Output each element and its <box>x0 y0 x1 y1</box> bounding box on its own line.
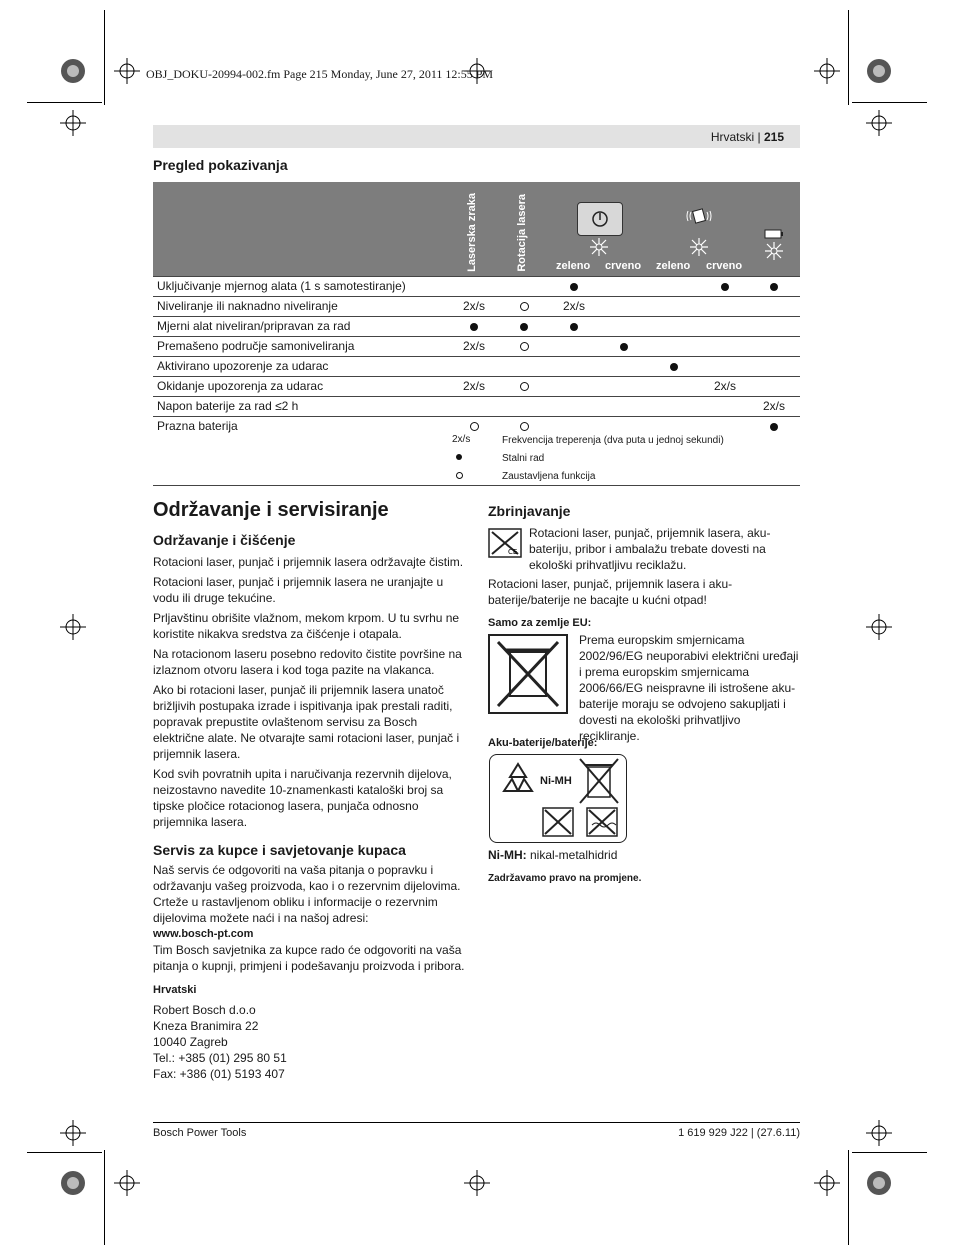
table-row: Napon baterije za rad ≤2 h 2x/s <box>153 396 800 416</box>
nimh-label: Ni-MH <box>540 775 572 787</box>
care-paragraph: Ako bi rotacioni laser, punjač ili prijemnik lasera unatoč brižljivih postupaka izrade i ispitivanja ipak prestali raditi, popravak prepustite ovlaštenom servisu za Bosch električne alate. Ne otvarajte sami rotacioni laser, punjač i prijemnik lasera. <box>153 683 460 761</box>
off-icon <box>520 302 529 311</box>
legend-symbol <box>452 470 463 481</box>
file-info: OBJ_DOKU-20994-002.fm Page 215 Monday, June 27, 2011 12:55 PM <box>146 67 494 81</box>
off-icon <box>456 472 463 479</box>
battery-icon <box>764 229 784 239</box>
address-line: Kneza Branimira 22 <box>153 1019 259 1033</box>
steady-on-icon <box>670 363 678 371</box>
crop-mark <box>848 10 849 105</box>
header-separator: | <box>757 130 761 144</box>
steady-on-icon <box>721 283 729 291</box>
table-title: Pregled pokazivanja <box>153 157 288 173</box>
row-label: Prazna baterija <box>157 419 238 433</box>
blink-light-icon <box>763 240 785 262</box>
row-label: Okidanje upozorenja za udarac <box>157 379 324 393</box>
crop-mark <box>848 1150 849 1245</box>
table-row: Niveliranje ili naknadno niveliranje 2x/s 2x/s <box>153 296 800 316</box>
table-row: Premašeno područje samoniveliranja 2x/s <box>153 336 800 356</box>
svg-text:CE: CE <box>508 548 518 556</box>
disposal-text: Rotacioni laser, punjač, prijemnik lasera, aku-bateriju, pribor i ambalažu trebate dovesti na ekološki prihvatljivu reciklažu. <box>529 526 771 572</box>
col-green-1: zeleno <box>556 260 591 272</box>
legend-text: Zaustavljena funkcija <box>502 471 596 482</box>
crosshair-icon <box>866 614 892 640</box>
address-line: Fax: +386 (01) 5193 407 <box>153 1067 285 1081</box>
col-red-1: crveno <box>605 260 642 272</box>
col-laser-beam: Laserska zraka <box>466 193 478 272</box>
table-bottom-rule <box>153 485 800 486</box>
crossed-bin-icon <box>576 757 622 805</box>
crosshair-icon <box>114 1170 140 1196</box>
page-header <box>711 130 784 144</box>
crosshair-icon <box>60 614 86 640</box>
blink-light-icon <box>588 236 610 258</box>
website-link[interactable]: www.bosch-pt.com <box>153 928 254 940</box>
care-paragraph: Rotacioni laser, punjač i prijemnik lasera ne uranjajte u vodu ili druge tekućine. <box>153 575 444 605</box>
col-green-2: zeleno <box>656 260 691 272</box>
crop-mark <box>104 1150 105 1245</box>
shock-warning-icon <box>685 208 713 224</box>
off-icon <box>520 422 529 431</box>
nimh-definition <box>488 847 800 863</box>
registration-target-icon <box>866 58 892 84</box>
crosshair-icon <box>814 1170 840 1196</box>
legend-text: Stalni rad <box>502 453 545 464</box>
col-red-2: crveno <box>706 260 743 272</box>
service-text-2: Tim Bosch savjetnika za kupce rado će odgovoriti na vaša pitanja o kupnji, primjeni i podešavanju proizvoda i pribora. <box>153 943 465 973</box>
table-row: Okidanje upozorenja za udarac 2x/s 2x/s <box>153 376 800 396</box>
legend-text: Frekvencija treperenja (dva puta u jednoj sekundi) <box>502 435 724 446</box>
blink-light-icon <box>688 236 710 258</box>
page-header-bar <box>153 125 800 148</box>
registration-target-icon <box>60 58 86 84</box>
off-icon <box>520 342 529 351</box>
recycle-tools-icon <box>488 528 522 558</box>
header-language: Hrvatski <box>710 130 755 144</box>
eu-title: Samo za zemlje EU: <box>488 617 592 629</box>
battery-symbols <box>489 754 627 843</box>
table-row <box>153 356 800 376</box>
table-row <box>153 316 800 336</box>
disposal-text-2: Rotacioni laser, punjač, prijemnik lasera i aku-baterije/baterije ne bacajte u kućni otpad! <box>488 577 733 607</box>
section-title: Održavanje i servisiranje <box>153 499 389 521</box>
row-label: Premašeno područje samoniveliranja <box>157 339 355 353</box>
service-title: Servis za kupce i savjetovanje kupaca <box>153 842 406 858</box>
no-household-waste-icon <box>542 807 574 837</box>
crosshair-icon <box>60 110 86 136</box>
nimh-text: nikal-metalhidrid <box>530 848 618 862</box>
disposal-title: Zbrinjavanje <box>488 503 571 519</box>
footer-right: 1 619 929 J22 | (27.6.11) <box>678 1127 800 1139</box>
col-laser-rotation: Rotacija lasera <box>516 194 528 272</box>
legend-symbol <box>452 452 462 463</box>
table-header <box>153 182 800 276</box>
row-label: Napon baterije za rad ≤2 h <box>157 399 299 413</box>
row-label: Uključivanje mjernog alata (1 s samotestiranje) <box>157 279 406 293</box>
battery-title: Aku-baterije/baterije: <box>488 737 598 749</box>
care-paragraph: Kod svih povratnih upita i naručivanja rezervnih dijelova, neizostavno navedite 10-znamenkasti kataloški broj sa tipske pločice rotacionog lasera, punjača odnosno prijemnika lasera. <box>153 767 452 829</box>
table-row <box>153 416 800 437</box>
table-row <box>153 276 800 296</box>
steady-on-icon <box>620 343 628 351</box>
steady-on-icon <box>520 323 528 331</box>
recycle-icon <box>498 761 538 797</box>
crossed-bin-icon <box>488 634 568 714</box>
rights-reserved: Zadržavamo pravo na promjene. <box>488 873 642 884</box>
steady-on-icon <box>570 323 578 331</box>
crop-mark <box>852 102 927 103</box>
crosshair-icon <box>114 58 140 84</box>
row-label: Niveliranje ili naknadno niveliranje <box>157 299 338 313</box>
row-label: Mjerni alat niveliran/pripravan za rad <box>157 319 351 333</box>
care-paragraph: Rotacioni laser, punjač i prijemnik lasera održavajte čistim. <box>153 555 464 569</box>
table-body <box>153 276 800 437</box>
steady-on-icon <box>770 423 778 431</box>
registration-target-icon <box>866 1170 892 1196</box>
crosshair-icon <box>60 1120 86 1146</box>
row-label: Aktivirano upozorenje za udarac <box>157 359 329 373</box>
steady-on-icon <box>770 283 778 291</box>
crop-mark <box>27 102 102 103</box>
crop-mark <box>104 10 105 105</box>
no-water-icon <box>586 807 618 837</box>
address-line: Robert Bosch d.o.o <box>153 1003 256 1017</box>
crosshair-icon <box>464 1170 490 1196</box>
crop-mark <box>27 1152 102 1153</box>
care-title: Održavanje i čišćenje <box>153 532 296 548</box>
crosshair-icon <box>866 110 892 136</box>
registration-target-icon <box>60 1170 86 1196</box>
footer-left: Bosch Power Tools <box>153 1127 247 1139</box>
indicator-table <box>153 182 800 437</box>
address-line: 10040 Zagreb <box>153 1035 228 1049</box>
steady-on-icon <box>570 283 578 291</box>
crop-mark <box>852 1152 927 1153</box>
steady-on-icon <box>456 454 462 460</box>
legend-symbol: 2x/s <box>452 434 471 445</box>
disposal-section <box>488 503 800 519</box>
page-number: 215 <box>763 130 784 144</box>
maintenance-section <box>153 499 465 1082</box>
care-paragraph: Na rotacionom laseru posebno redovito čistite površine na izlaznom otvoru lasera i kod toga pazite na vlakanca. <box>153 647 462 677</box>
care-paragraph: Prljavštinu obrišite vlažnom, mekom krpom. U tu svrhu ne koristite nikakva sredstva za čišćenje i otapala. <box>153 611 460 641</box>
service-text: Naš servis će odgovoriti na vaša pitanja o popravku i održavanju vašeg proizvoda, kao i o rezervnim dijelovima. Crteže u rastavljenom obliku i informacije o rezervnim dijelovima možete naći i na našoj adresi: <box>153 863 461 925</box>
power-button-icon <box>577 202 623 236</box>
nimh-key: Ni-MH: <box>488 848 527 862</box>
off-icon <box>470 422 479 431</box>
crosshair-icon <box>814 58 840 84</box>
steady-on-icon <box>470 323 478 331</box>
country-label: Hrvatski <box>153 984 197 996</box>
crosshair-icon <box>866 1120 892 1146</box>
address-line: Tel.: +385 (01) 295 80 51 <box>153 1051 287 1065</box>
off-icon <box>520 382 529 391</box>
footer-rule <box>153 1122 800 1123</box>
eu-text: Prema europskim smjernicama 2002/96/EG neuporabivi električni uređaji i prema europskim smjernicama 2006/66/EG neispravne ili istrošene aku-baterije moraju se odvojeno sakupljati i dovesti na ekološki prihvatljivo recikliranje. <box>579 633 799 743</box>
